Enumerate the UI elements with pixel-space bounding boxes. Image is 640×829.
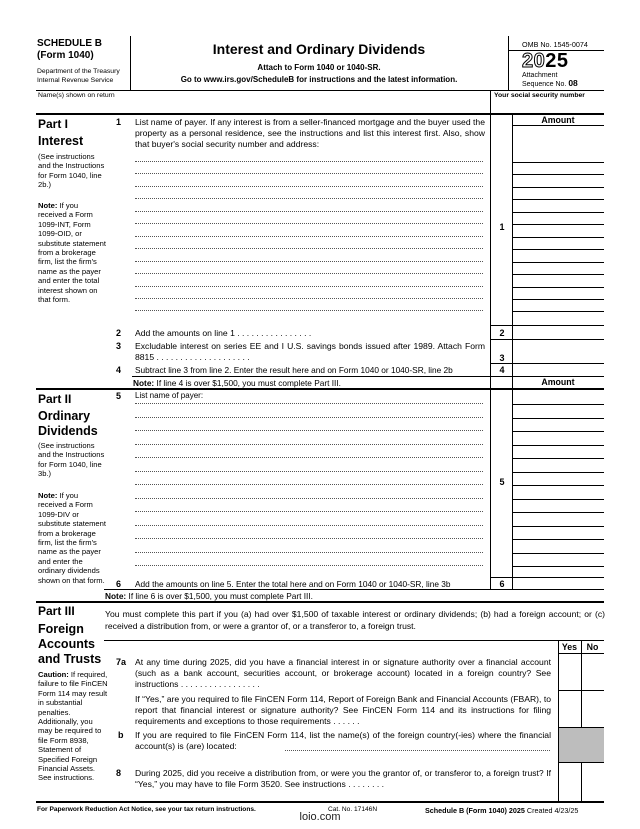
line-1-payer-entry-line[interactable]: [135, 273, 483, 274]
line-5-amount-entry-field[interactable]: [512, 499, 604, 500]
line-5-payer-entry-line[interactable]: [135, 565, 483, 566]
line-1-payer-entry-line[interactable]: [135, 186, 483, 187]
line-5-amount-entry-field[interactable]: [512, 566, 604, 567]
line-5-amount-entry-field[interactable]: [512, 539, 604, 540]
no-header: No: [586, 642, 599, 652]
schedule-name: SCHEDULE B (Form 1040): [37, 38, 103, 61]
line-5-payer-entry-line[interactable]: [135, 484, 483, 485]
line-4-box: 4: [499, 365, 505, 375]
line-5-amount-entry-field[interactable]: [512, 458, 604, 459]
line-5-amount-entry-field[interactable]: [512, 418, 604, 419]
line-2-text: Add the amounts on line 1 . . . . . . . . . . . . . . . .: [135, 328, 312, 338]
part1-note: Note: If you received a Form 1099-INT, Form 1099-OID, or substitute statement from a brokerage firm, list the firm's name as the payer and enter the total interest shown on that form.: [38, 201, 106, 305]
line-1-amount-entry-field[interactable]: [512, 174, 604, 175]
line-5-amount-entry-field[interactable]: [512, 485, 604, 486]
footer-cat-number: Cat. No. 17146N: [328, 806, 378, 813]
attachment-seq: Attachment Sequence No. 08: [522, 72, 578, 88]
part3-label: Part III: [38, 604, 75, 618]
line-1-amount-entry-field[interactable]: [512, 262, 604, 263]
line-1-amount-entry-field[interactable]: [512, 199, 604, 200]
line-1-amount-entry-field[interactable]: [512, 311, 604, 312]
line-4-text: Subtract line 3 from line 2. Enter the result here and on Form 1040 or 1040-SR, line 2b: [135, 365, 453, 375]
line-8-number: 8: [116, 768, 122, 778]
line-8-text: During 2025, did you receive a distribution from, or were you the grantor of, or transferor to, a foreign trust? If “Yes,” you may have to file Form 3520. See instructions . . . . . . . .: [135, 768, 551, 789]
line-5-amount-entry-field[interactable]: [512, 526, 604, 527]
line-2-box: 2: [499, 328, 505, 338]
line-1-payer-entry-line[interactable]: [135, 211, 483, 212]
line-7a-number: 7a: [116, 657, 127, 667]
line-1-payer-entry-line[interactable]: [135, 236, 483, 237]
line-5-payer-entry-line[interactable]: [135, 444, 483, 445]
tax-year: 2025: [522, 50, 569, 72]
line-5-payer-entry-line[interactable]: [135, 538, 483, 539]
line-5-amount-entry-field[interactable]: [512, 512, 604, 513]
part2-note: Note: If you received a Form 1099-DIV or substitute statement from a brokerage firm, list the firm's name as the payer and enter the ordinary dividends shown on that form.: [38, 491, 106, 585]
department: Department of the Treasury Internal Revenue Service: [37, 68, 120, 84]
line-1-box: 1: [499, 222, 505, 232]
line-1-payer-entry-line[interactable]: [135, 161, 483, 162]
line-5-box: 5: [499, 477, 505, 487]
line-5-payer-entry-line[interactable]: [135, 498, 483, 499]
line-1-amount-entry-field[interactable]: [512, 187, 604, 188]
amount-header-part1: Amount: [541, 115, 575, 125]
line-5-text: List name of payer:: [135, 391, 204, 400]
line-3-text: Excludable interest on series EE and I U.S. savings bonds issued after 1989. Attach Form 8815 . . . . . . . . . . . . . . . . . . . .: [135, 341, 485, 362]
watermark: loio.com: [299, 811, 341, 823]
line-5-amount-entry-field[interactable]: [512, 553, 604, 554]
omb-number: OMB No. 1545-0074: [522, 40, 588, 49]
line-1-payer-entry-line[interactable]: [135, 286, 483, 287]
line-6-number: 6: [116, 579, 122, 589]
line-5-payer-entry-line[interactable]: [135, 403, 483, 404]
line-7a-fbar-text: If “Yes,” are you required to file FinCEN Form 114, Report of Foreign Bank and Financial Accounts (FBAR), to report that financial interest or signature authority? See FinCEN Form 114 and its instructions for filing requirements and exceptions to those requirements . . . . . .: [135, 694, 551, 726]
line-1-amount-entry-field[interactable]: [512, 162, 604, 163]
line-5-number: 5: [116, 391, 122, 401]
line-5-amount-entry-field[interactable]: [512, 472, 604, 473]
part2-see-instructions: (See instructions and the Instructions for Form 1040, line 3b.): [38, 441, 105, 479]
line-1-payer-entry-line[interactable]: [135, 310, 483, 311]
line-3-box: 3: [499, 353, 505, 363]
line-1-payer-entry-line[interactable]: [135, 173, 483, 174]
instructions-line: Go to www.irs.gov/ScheduleB for instructions and the latest information.: [180, 75, 458, 84]
names-label: Name(s) shown on return: [38, 92, 115, 99]
footer-paperwork-notice: For Paperwork Reduction Act Notice, see your tax return instructions.: [37, 806, 256, 813]
part3-title: Foreign Accounts and Trusts: [38, 622, 102, 666]
line-1-text: List name of payer. If any interest is from a seller-financed mortgage and the buyer used the property as a personal residence, see the instructions and list this interest first. Also, show that buyer's social security number and address:: [135, 117, 485, 149]
form-title: Interest and Ordinary Dividends: [212, 41, 426, 57]
yes-header: Yes: [561, 642, 578, 652]
line-3-number: 3: [116, 341, 122, 351]
line-6-note: Note: If line 6 is over $1,500, you must complete Part III.: [105, 591, 313, 601]
line-1-amount-entry-field[interactable]: [512, 212, 604, 213]
line-5-amount-entry-field[interactable]: [512, 445, 604, 446]
line-5-payer-entry-line[interactable]: [135, 552, 483, 553]
line-4-note: Note: If line 4 is over $1,500, you must complete Part III.: [133, 378, 341, 388]
line-5-payer-entry-line[interactable]: [135, 471, 483, 472]
line-1-amount-entry-field[interactable]: [512, 287, 604, 288]
amount-header-part2: Amount: [541, 377, 575, 387]
line-1-amount-entry-field[interactable]: [512, 249, 604, 250]
part1-see-instructions: (See instructions and the Instructions for Form 1040, line 2b.): [38, 152, 105, 190]
line-1-amount-entry-field[interactable]: [512, 224, 604, 225]
line-5-payer-entry-line[interactable]: [135, 430, 483, 431]
part3-intro: You must complete this part if you (a) had over $1,500 of taxable interest or ordinary dividends; (b) had a foreign account; or (c) received a distribution from, or were a grantor of, or a transferor to, a foreign trust.: [105, 609, 605, 631]
attach-line: Attach to Form 1040 or 1040-SR.: [257, 63, 381, 72]
line-7a-text: At any time during 2025, did you have a financial interest in or signature authority over a financial account (such as a bank account, securities account, or brokerage account) located in a foreign country? See instructions . . . . . . . . . . . . . . . . .: [135, 657, 551, 689]
line-1-amount-entry-field[interactable]: [512, 299, 604, 300]
line-1-payer-entry-line[interactable]: [135, 261, 483, 262]
line-4-number: 4: [116, 365, 122, 375]
part1-title: Interest: [38, 134, 84, 148]
part1-label: Part I: [38, 117, 69, 131]
line-7b-text: If you are required to file FinCEN Form 114, list the name(s) of the foreign country(-ies) where the financial account(s) is (are) located:: [135, 730, 551, 751]
line-5-amount-entry-field[interactable]: [512, 404, 604, 405]
line-7b-shaded: [559, 728, 604, 762]
part2-title: Ordinary Dividends: [38, 409, 98, 438]
ssn-label: Your social security number: [494, 92, 585, 99]
line-2-number: 2: [116, 328, 122, 338]
line-1-payer-entry-line[interactable]: [135, 248, 483, 249]
line-1-number: 1: [116, 117, 122, 127]
part3-caution: Caution: If required, failure to file FinCEN Form 114 may result in substantial penalties. Additionally, you may be required to file Form 8938, Statement of Specified Foreign Financial Assets. See instructions.: [38, 670, 108, 783]
part2-label: Part II: [38, 392, 72, 406]
line-5-amount-entry-field[interactable]: [512, 431, 604, 432]
line-1-payer-entry-line[interactable]: [135, 298, 483, 299]
line-1-amount-entry-field[interactable]: [512, 237, 604, 238]
line-5-payer-entry-line[interactable]: [135, 511, 483, 512]
line-6-text: Add the amounts on line 5. Enter the total here and on Form 1040 or 1040-SR, line 3b: [135, 579, 451, 589]
line-7b-number: b: [118, 730, 124, 740]
line-5-payer-entry-line[interactable]: [135, 417, 483, 418]
line-6-box: 6: [499, 579, 505, 589]
footer-form-id: Schedule B (Form 1040) 2025 Created 4/23/25: [425, 806, 579, 815]
line-1-payer-entry-line[interactable]: [135, 198, 483, 199]
line-5-payer-entry-line[interactable]: [135, 457, 483, 458]
line-1-payer-entry-line[interactable]: [135, 223, 483, 224]
line-5-payer-entry-line[interactable]: [135, 525, 483, 526]
line-1-amount-entry-field[interactable]: [512, 274, 604, 275]
